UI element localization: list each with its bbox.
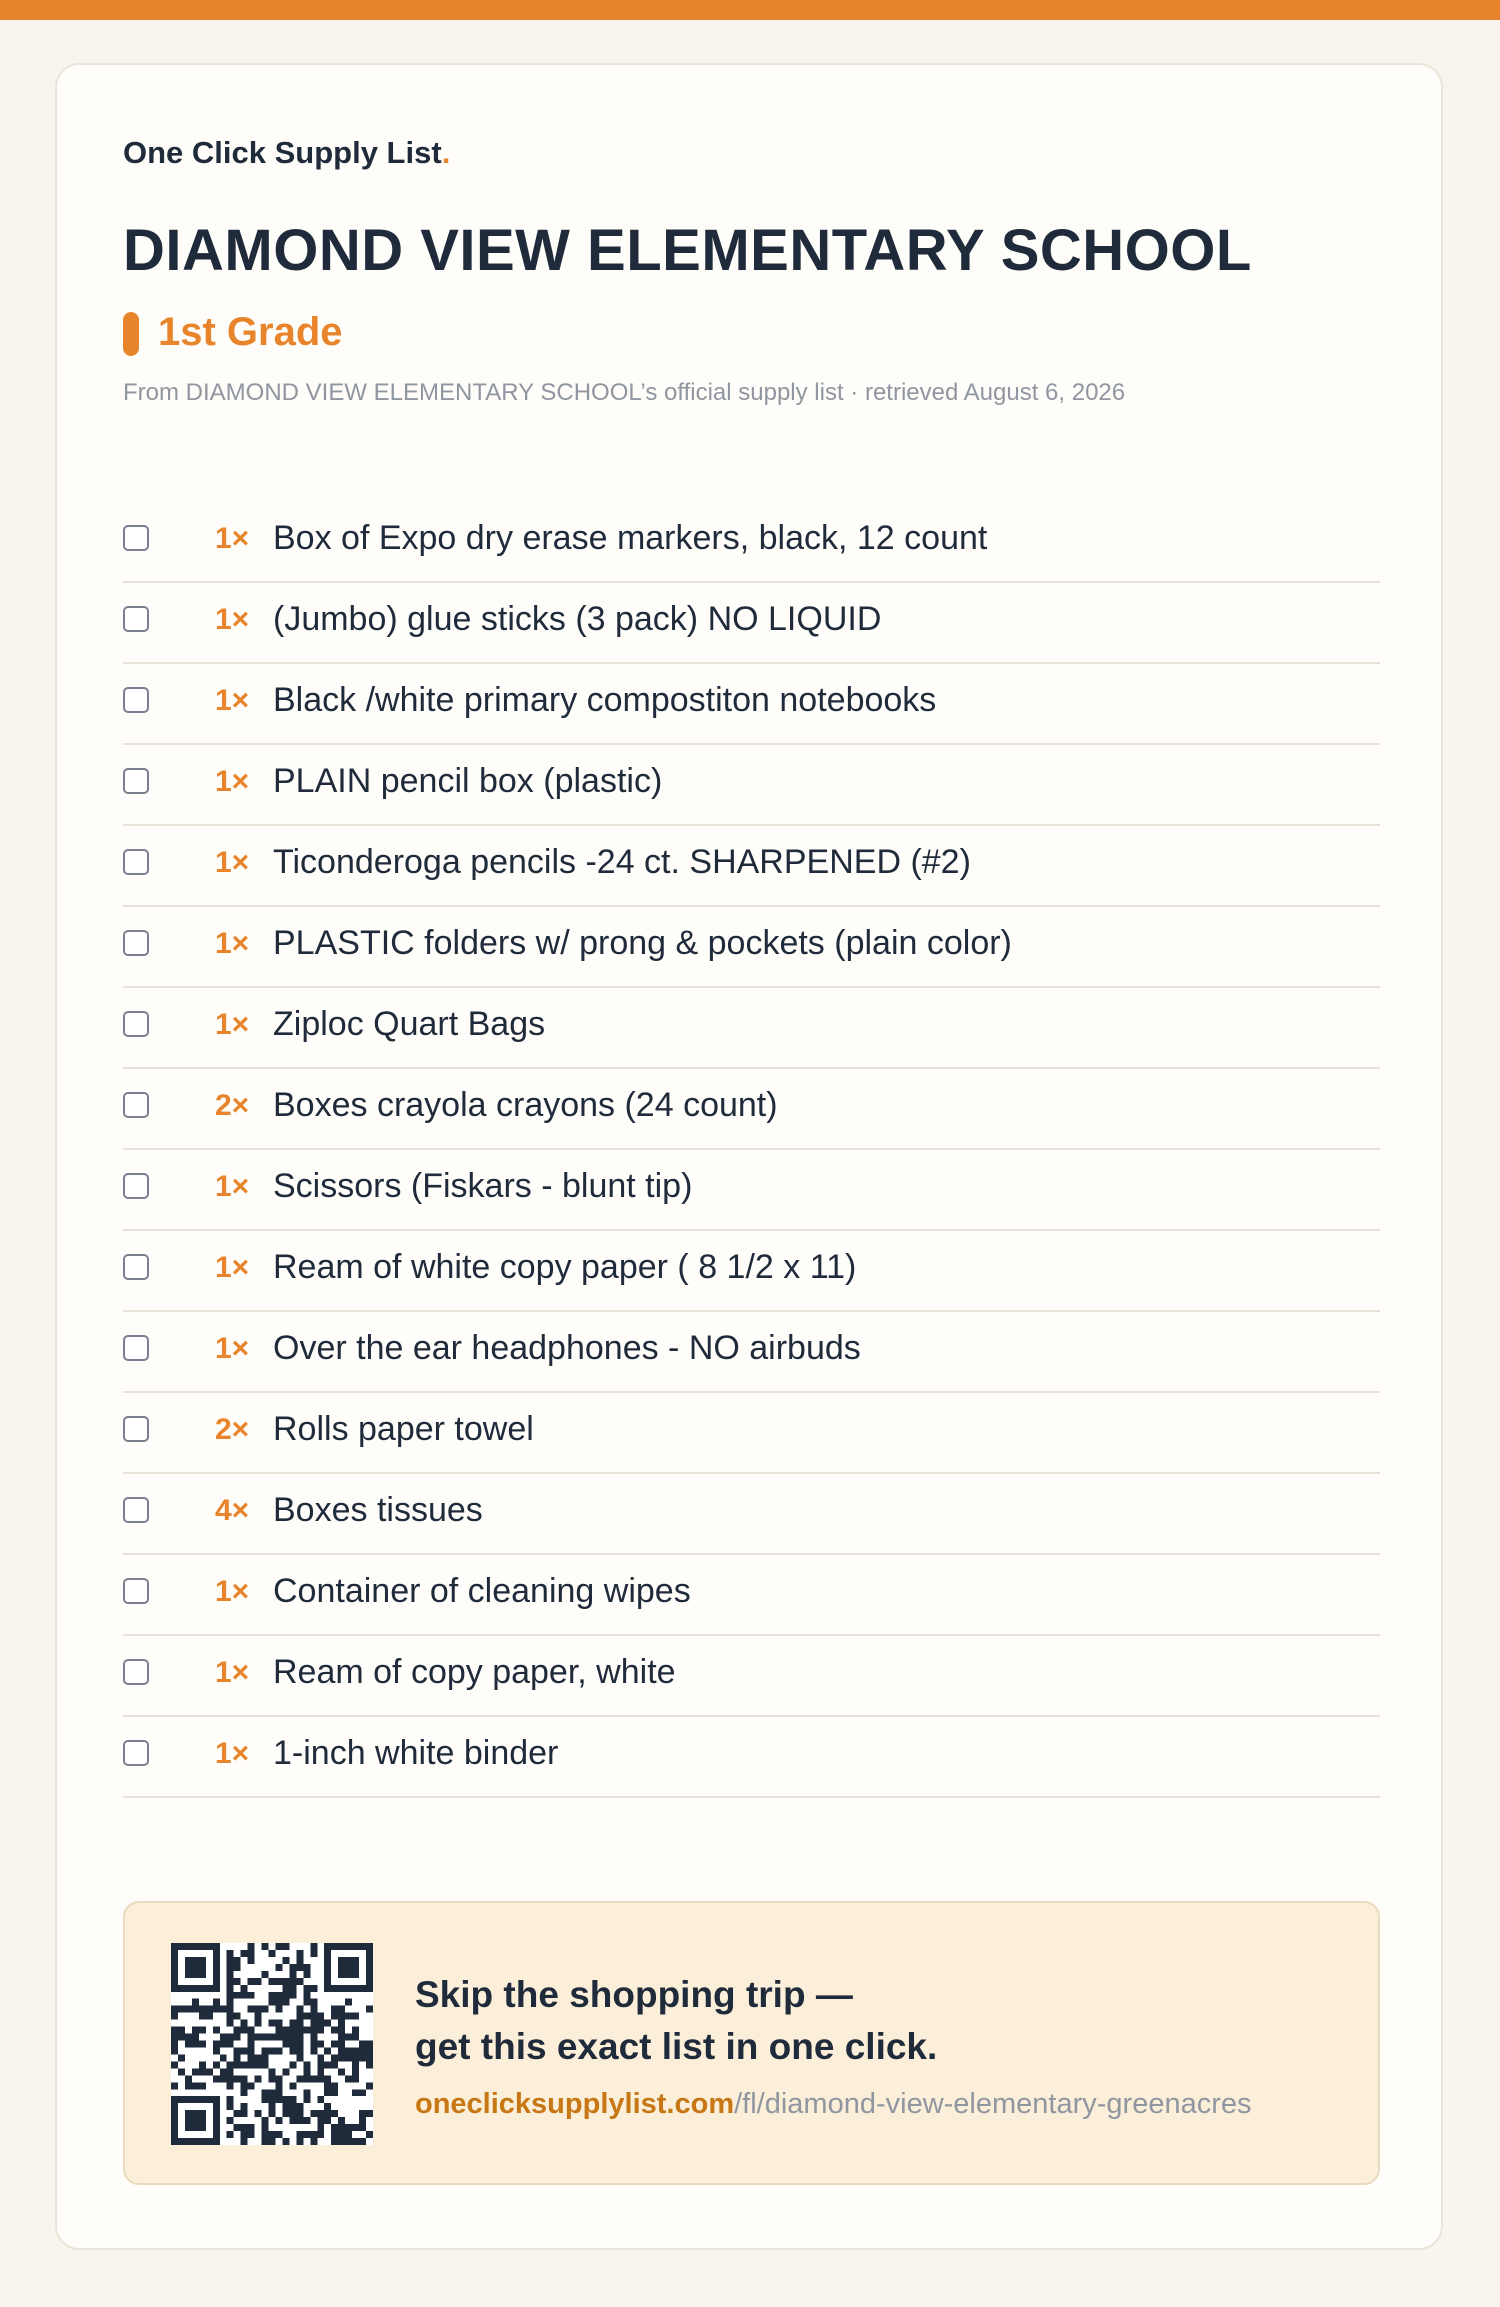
source-note: From DIAMOND VIEW ELEMENTARY SCHOOL’s official supply list · retrieved August 6, 2026	[123, 379, 1126, 406]
brand-logo	[123, 135, 450, 171]
promo-line-2: get this exact list in one click.	[415, 2026, 938, 2067]
list-item[interactable]	[123, 1636, 1380, 1717]
item-quantity: 1×	[215, 522, 250, 555]
checkbox-icon[interactable]	[123, 687, 149, 713]
promo-line-1: Skip the shopping trip —	[415, 1974, 853, 2015]
item-name: Over the ear headphones - NO airbuds	[273, 1329, 861, 1367]
item-quantity: 1×	[215, 1737, 250, 1770]
item-quantity: 1×	[215, 1332, 250, 1365]
list-item[interactable]	[123, 1717, 1380, 1798]
checkbox-icon[interactable]	[123, 1011, 149, 1037]
checkbox-icon[interactable]	[123, 1740, 149, 1766]
item-name: Ream of white copy paper ( 8 1/2 x 11)	[273, 1248, 857, 1286]
item-quantity: 1×	[215, 927, 250, 960]
checkbox-icon[interactable]	[123, 1254, 149, 1280]
list-item[interactable]	[123, 1555, 1380, 1636]
item-name: Container of cleaning wipes	[273, 1572, 691, 1610]
list-item[interactable]	[123, 826, 1380, 907]
qr-code-icon[interactable]	[171, 1943, 373, 2145]
list-item[interactable]	[123, 907, 1380, 988]
item-name: Rolls paper towel	[273, 1410, 534, 1448]
list-item[interactable]	[123, 1393, 1380, 1474]
top-accent-bar	[0, 0, 1500, 20]
item-name: Scissors (Fiskars - blunt tip)	[273, 1167, 693, 1205]
checkbox-icon[interactable]	[123, 1578, 149, 1604]
list-item[interactable]	[123, 583, 1380, 664]
item-quantity: 2×	[215, 1089, 250, 1122]
checkbox-icon[interactable]	[123, 1335, 149, 1361]
list-item[interactable]	[123, 1312, 1380, 1393]
item-name: PLASTIC folders w/ prong & pockets (plain color)	[273, 924, 1012, 962]
promo-url-domain: oneclicksupplylist.com	[415, 2088, 735, 2120]
item-name: Ream of copy paper, white	[273, 1653, 676, 1691]
brand-name: One Click Supply List	[123, 135, 442, 170]
checkbox-icon[interactable]	[123, 930, 149, 956]
item-name: PLAIN pencil box (plastic)	[273, 762, 663, 800]
checkbox-icon[interactable]	[123, 849, 149, 875]
promo-headline	[415, 1969, 937, 2073]
item-quantity: 1×	[215, 1575, 250, 1608]
item-quantity: 2×	[215, 1413, 250, 1446]
checkbox-icon[interactable]	[123, 606, 149, 632]
item-quantity: 1×	[215, 1008, 250, 1041]
item-quantity: 1×	[215, 1170, 250, 1203]
checkbox-icon[interactable]	[123, 1416, 149, 1442]
item-name: Black /white primary compostiton notebooks	[273, 681, 937, 719]
promo-url-path: /fl/diamond-view-elementary-greenacres	[734, 2088, 1252, 2120]
item-quantity: 1×	[215, 846, 250, 879]
supply-list	[123, 502, 1380, 1798]
checkbox-icon[interactable]	[123, 1659, 149, 1685]
grade-label: 1st Grade	[158, 310, 343, 354]
brand-dot: .	[441, 135, 451, 170]
list-item[interactable]	[123, 1150, 1380, 1231]
item-quantity: 1×	[215, 603, 250, 636]
item-name: Boxes tissues	[273, 1491, 483, 1529]
supply-list-card	[55, 63, 1443, 2250]
item-name: Ziploc Quart Bags	[273, 1005, 546, 1043]
list-item[interactable]	[123, 664, 1380, 745]
grade-marker	[123, 312, 139, 356]
school-title: DIAMOND VIEW ELEMENTARY SCHOOL	[123, 218, 1252, 283]
item-quantity: 1×	[215, 684, 250, 717]
promo-link[interactable]	[415, 2088, 1252, 2121]
item-name: Ticonderoga pencils -24 ct. SHARPENED (#2)	[273, 843, 971, 881]
item-quantity: 4×	[215, 1494, 250, 1527]
promo-box	[123, 1901, 1380, 2185]
item-quantity: 1×	[215, 1251, 250, 1284]
item-quantity: 1×	[215, 765, 250, 798]
item-quantity: 1×	[215, 1656, 250, 1689]
item-name: (Jumbo) glue sticks (3 pack) NO LIQUID	[273, 600, 882, 638]
list-item[interactable]	[123, 1231, 1380, 1312]
list-item[interactable]	[123, 1069, 1380, 1150]
list-item[interactable]	[123, 502, 1380, 583]
checkbox-icon[interactable]	[123, 768, 149, 794]
item-name: Boxes crayola crayons (24 count)	[273, 1086, 778, 1124]
checkbox-icon[interactable]	[123, 1092, 149, 1118]
list-item[interactable]	[123, 1474, 1380, 1555]
item-name: Box of Expo dry erase markers, black, 12 count	[273, 519, 988, 557]
list-item[interactable]	[123, 988, 1380, 1069]
item-name: 1-inch white binder	[273, 1734, 559, 1772]
list-item[interactable]	[123, 745, 1380, 826]
checkbox-icon[interactable]	[123, 525, 149, 551]
checkbox-icon[interactable]	[123, 1173, 149, 1199]
checkbox-icon[interactable]	[123, 1497, 149, 1523]
